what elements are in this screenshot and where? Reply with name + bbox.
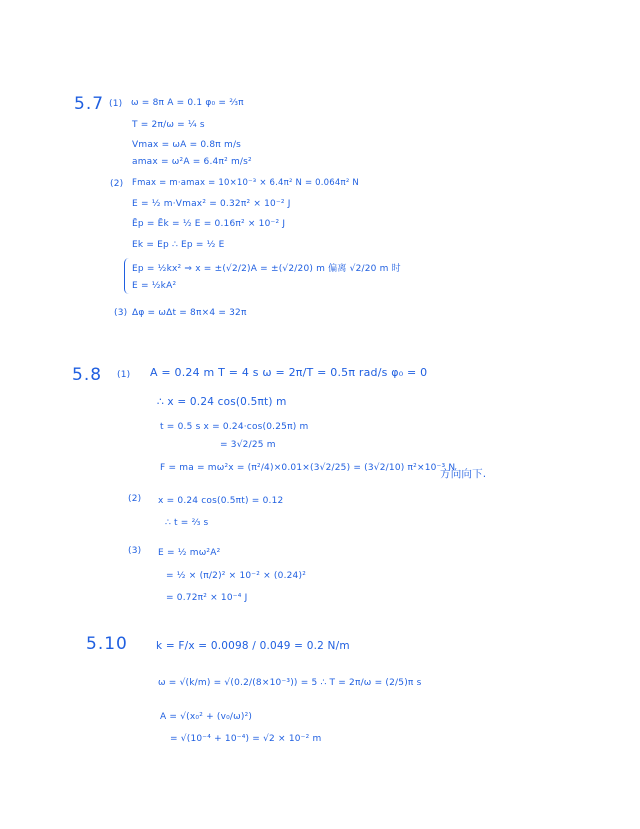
- equation-line: = 0.72π² × 10⁻⁴ J: [166, 593, 248, 603]
- equation-line: A = √(x₀² + (v₀/ω)²): [160, 712, 253, 722]
- equation-line: ω = √(k/m) = √(0.2/(8×10⁻³)) = 5 ∴ T = 2π/ω = (2/5)π s: [158, 678, 422, 688]
- equation-line: T = 2π/ω = ¼ s: [132, 120, 205, 130]
- problem-number-5-10: 5.10: [86, 634, 128, 654]
- equation-line: = ½ × (π/2)² × 10⁻² × (0.24)²: [166, 571, 307, 581]
- equation-line: amax = ω²A = 6.4π² m/s²: [132, 157, 252, 167]
- part-marker: (3): [114, 308, 128, 318]
- problem-number-5-7: 5.7: [74, 94, 105, 114]
- equation-line: = 3√2/25 m: [220, 440, 276, 450]
- problem-number-5-8: 5.8: [72, 365, 103, 385]
- part-marker: (2): [110, 179, 124, 189]
- direction-note: 方向向下.: [440, 468, 487, 480]
- equation-line: Ep = ½kx² ⇒ x = ±(√2/2)A = ±(√2/20) m 偏离 √2/20 m 时: [132, 264, 401, 274]
- system-brace: [124, 258, 130, 294]
- equation-line: Ek = Ep ∴ Ep = ½ E: [132, 240, 225, 250]
- equation-line: Fmax = m·amax = 10×10⁻³ × 6.4π² N = 0.064π² N: [132, 178, 359, 188]
- equation-line: Δφ = ωΔt = 8π×4 = 32π: [132, 308, 247, 318]
- equation-line: F = ma = mω²x = (π²/4)×0.01×(3√2/25) = (3√2/10) π²×10⁻³ N: [160, 463, 456, 473]
- equation-line: ∴ t = ⅔ s: [165, 518, 209, 528]
- part-marker: (1): [117, 370, 131, 380]
- part-marker: (2): [128, 494, 142, 504]
- equation-line: ∴ x = 0.24 cos(0.5πt) m: [157, 396, 287, 408]
- equation-line: x = 0.24 cos(0.5πt) = 0.12: [158, 496, 284, 506]
- equation-line: ω = 8π A = 0.1 φ₀ = ⅔π: [131, 98, 244, 108]
- equation-line: Vmax = ωA = 0.8π m/s: [132, 140, 242, 150]
- equation-line: t = 0.5 s x = 0.24·cos(0.25π) m: [160, 422, 309, 432]
- part-marker: (3): [128, 546, 142, 556]
- equation-line: E = ½kA²: [132, 281, 177, 291]
- equation-line: Ēp = Ēk = ½ E = 0.16π² × 10⁻² J: [132, 219, 286, 229]
- equation-line: k = F/x = 0.0098 / 0.049 = 0.2 N/m: [156, 640, 350, 652]
- equation-line: E = ½ m·Vmax² = 0.32π² × 10⁻² J: [132, 199, 291, 209]
- part-marker: (1): [109, 99, 123, 109]
- equation-line: E = ½ mω²A²: [158, 548, 221, 558]
- equation-line: = √(10⁻⁴ + 10⁻⁴) = √2 × 10⁻² m: [170, 734, 322, 744]
- equation-line: A = 0.24 m T = 4 s ω = 2π/T = 0.5π rad/s φ₀ = 0: [150, 366, 428, 379]
